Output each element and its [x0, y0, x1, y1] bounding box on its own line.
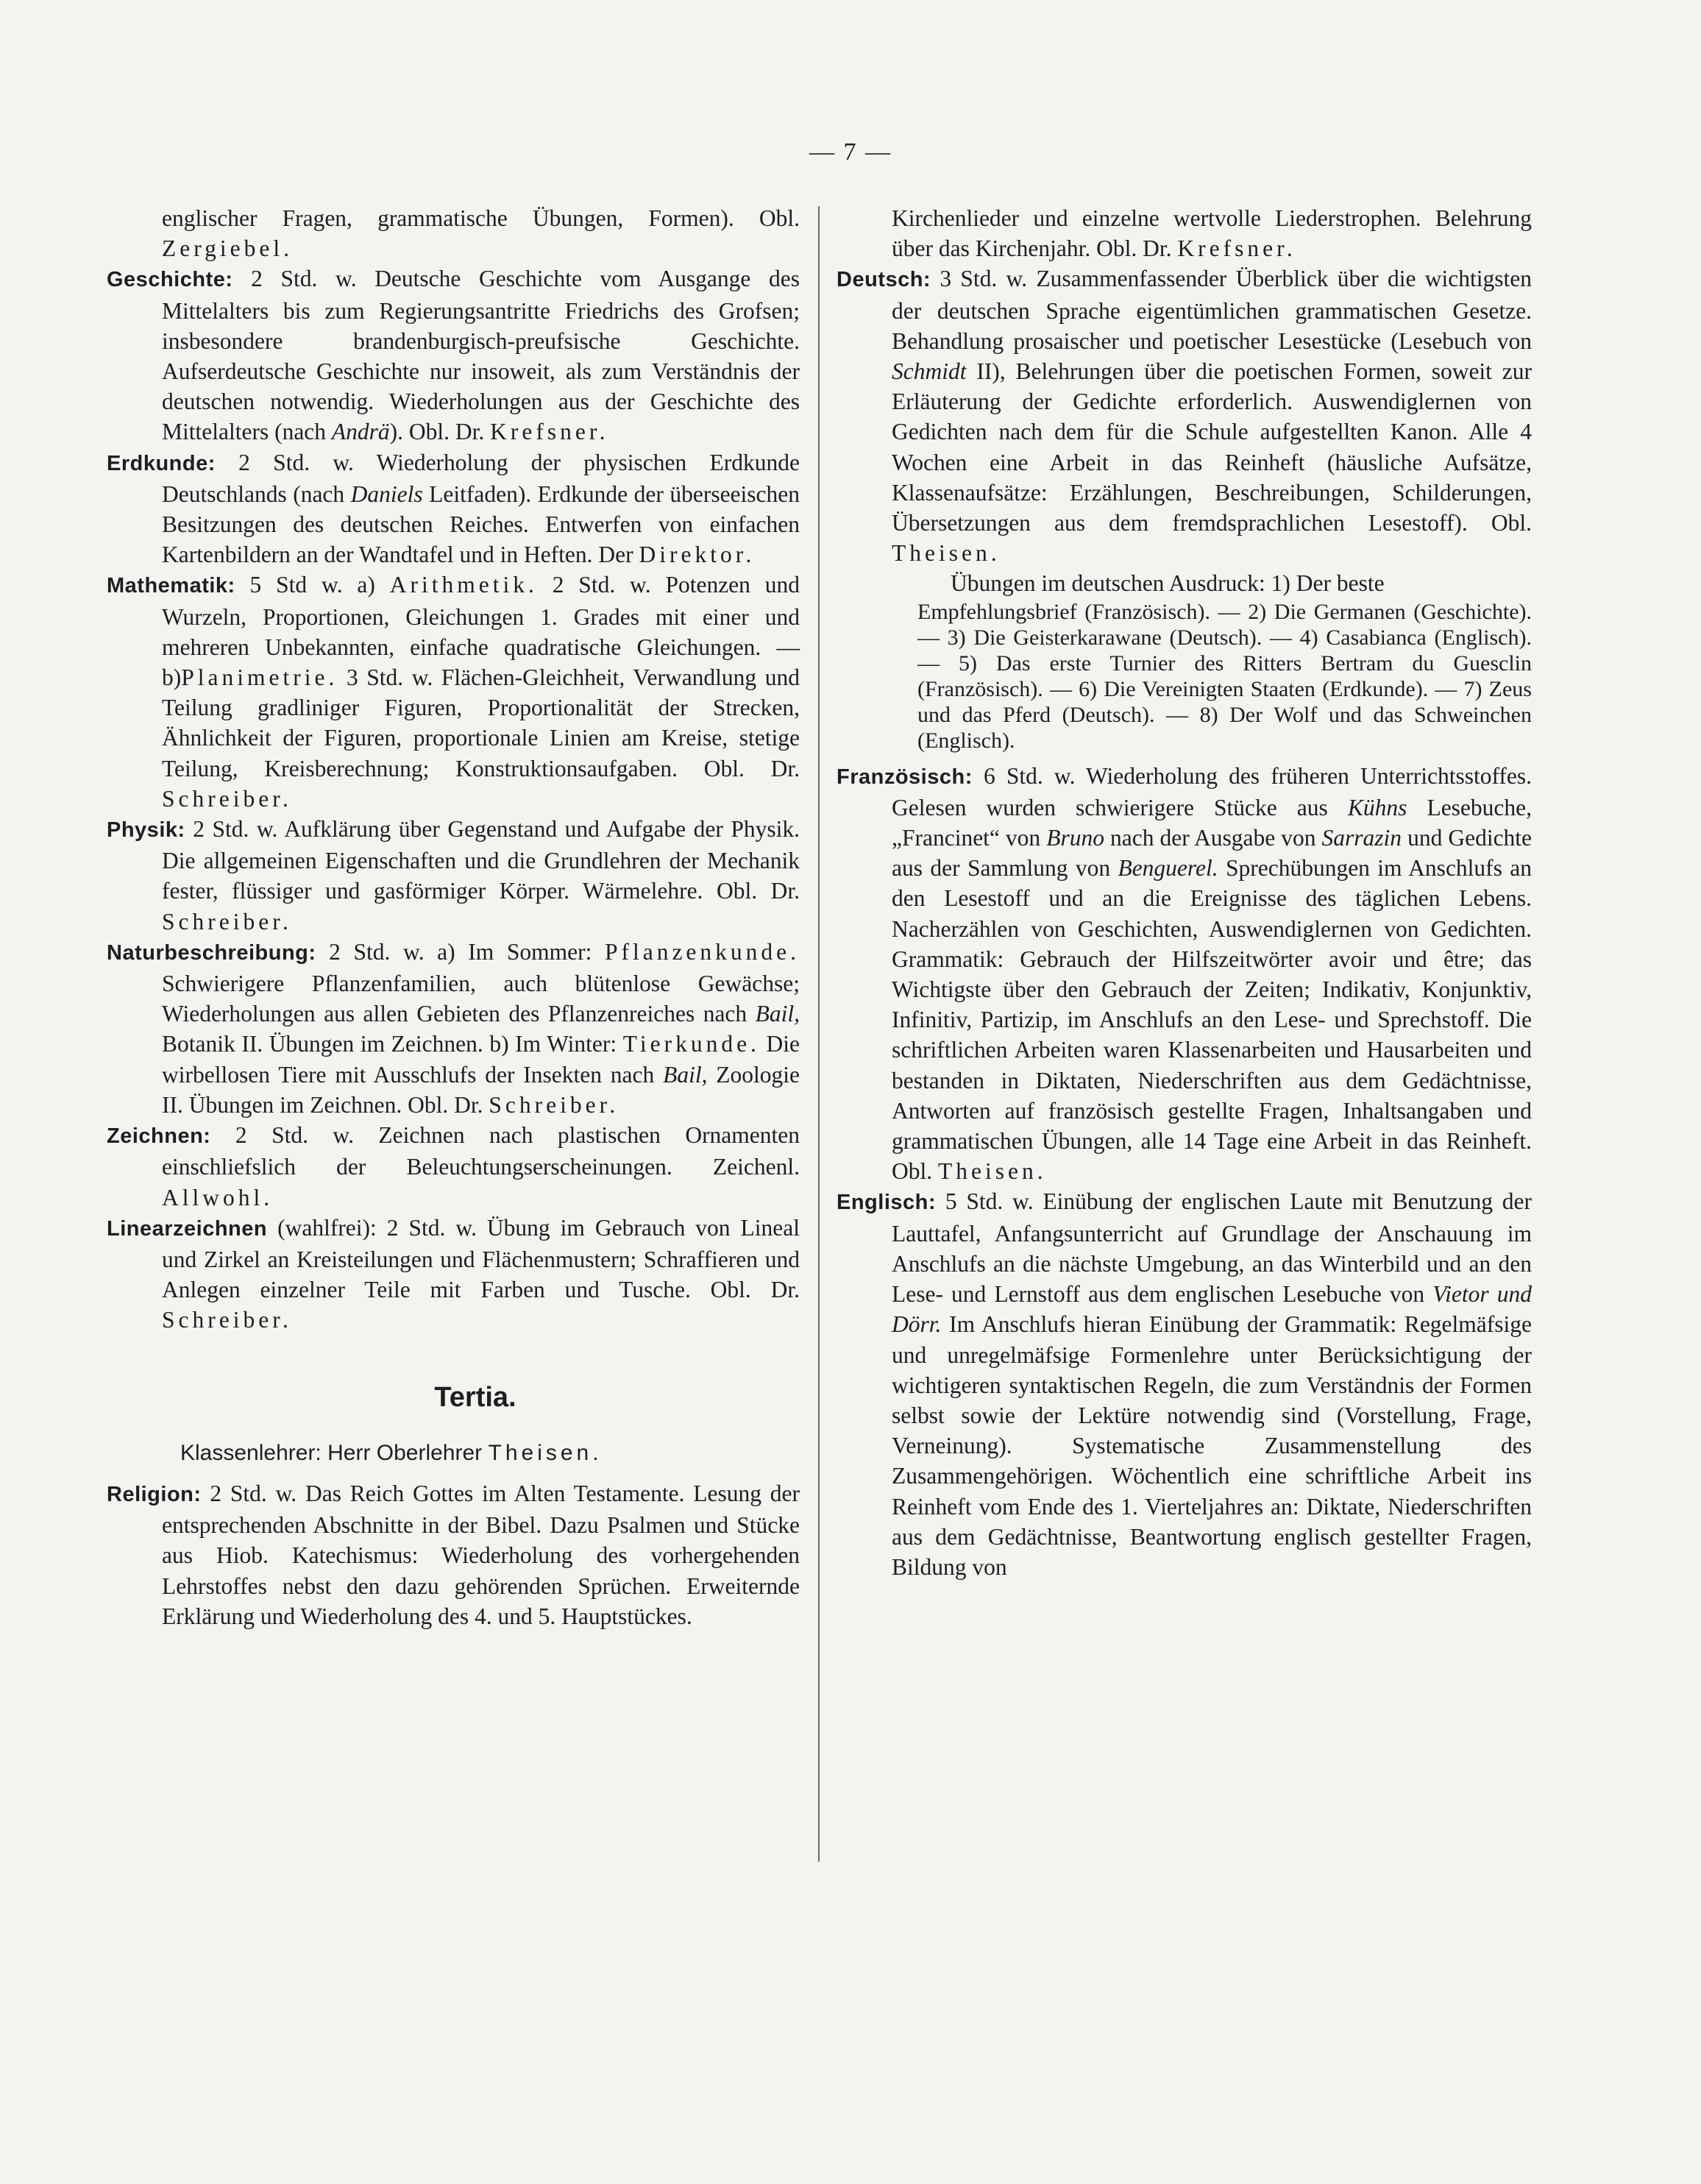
subject-heading: Erdkunde:	[107, 451, 216, 475]
subject-heading: Deutsch:	[837, 268, 931, 292]
subject-heading: Englisch:	[837, 1191, 937, 1215]
class-teacher-line: Klassenlehrer: Herr Oberlehrer Theisen.	[180, 1440, 603, 1465]
entry-naturbeschreibung: Naturbeschreibung: 2 Std. w. a) Im Sommer: Pflanzenkunde. Schwierigere Pflanzenfamilien, auch blütenlose Gewächse; Wiederholungen aus allen Gebieten des Pflanzenreiches nach Bail, Botanik II. Übungen im Zeichnen. b) Im Winter: Tierkunde. Die wirbellosen Tiere mit Ausschlufs der Insekten nach Bail, Zoologie II. Übungen im Zeichnen. Obl. Dr. Schreiber.	[107, 938, 800, 1118]
subject-heading: Linearzeichnen	[107, 1216, 268, 1241]
subject-heading: Naturbeschreibung:	[107, 940, 316, 965]
subject-heading: Physik:	[107, 818, 185, 843]
subject-heading: Religion:	[107, 1482, 202, 1506]
entry-mathematik: Mathematik: 5 Std w. a) Arithmetik. 2 Std. w. Potenzen und Wurzeln, Proportionen, Gleichungen 1. Grades mit einer und mehreren Unbekannten, einfache quadratische Gleichungen. — b)Planimetrie. 3 Std. w. Flächen-Gleichheit, Verwandlung und Teilung gradliniger Figuren, Proportionalität der Strecken, Ähnlichkeit der Figuren, proportionale Linien am Kreise, stetige Teilung, Kreisberechnung; Konstruktionsaufgaben. Obl. Dr. Schreiber.	[107, 572, 800, 812]
entry-religion: Religion: 2 Std. w. Das Reich Gottes im Alten Testamente. Lesung der entsprechenden Abschnitte in der Bibel. Dazu Psalmen und Stücke aus Hiob. Katechismus: Wiederholung des vorhergehenden Lehrstoffes nebst den dazu gehörenden Sprüchen. Erweiternde Erklärung und Wiederholung des 4. und 5. Hauptstückes.	[107, 1480, 800, 1629]
entry-franzoesisch: Französisch: 6 Std. w. Wiederholung des früheren Unterrichtsstoffes. Gelesen wurden schwierigere Stücke aus Kühns Lesebuche, „Francinet“ von Bruno nach der Ausgabe von Sarrazin und Gedichte aus der Sammlung von Benguerel. Sprechübungen im Anschlufs an den Lesestoff und an die Ereignisse des täglichen Lebens. Nacherzählen von Geschichten, Auswendiglernen von Gedichten. Grammatik: Gebrauch der Hilfszeitwörter avoir und être; das Wichtigste über den Gebrauch der Zeiten; Indikativ, Konjunktiv, Infinitiv, Partizip, im Anschlufs an den Lese- und Sprechstoff. Die schriftlichen Arbeiten waren Klassenarbeiten und Hausarbeiten und bestanden in Diktaten, Niederschriften aus dem Gedächtnisse, Antworten auf französisch gestellte Fragen, Inhaltsangaben und grammatischen Übungen, alle 14 Tage eine Arbeit in das Reinheft. Obl. Theisen.	[837, 762, 1533, 1185]
entry-physik: Physik: 2 Std. w. Aufklärung über Gegenstand und Aufgabe der Physik. Die allgemeinen Eigenschaften und die Grundlehren der Mechanik fester, flüssiger und gasförmiger Körper. Wärmelehre. Obl. Dr. Schreiber.	[107, 816, 800, 935]
intro-continuation: Kirchenlieder und einzelne wertvolle Liederstrophen. Belehrung über das Kirchenjahr. Obl. Dr. Krefsner.	[892, 205, 1532, 262]
column-divider	[818, 206, 820, 1862]
page-number: — 7 —	[809, 138, 892, 166]
subject-heading: Mathematik:	[107, 574, 235, 598]
entry-erdkunde: Erdkunde: 2 Std. w. Wiederholung der physischen Erdkunde Deutschlands (nach Daniels Leitfaden). Erdkunde der überseeischen Besitzungen des deutschen Reiches. Entwerfen von einfachen Kartenbildern an der Wandtafel und in Heften. Der Direktor.	[107, 449, 800, 568]
section-title: Tertia.	[434, 1381, 516, 1413]
entry-zeichnen: Zeichnen: 2 Std. w. Zeichnen nach plastischen Ornamenten einschliefslich der Beleuchtungserscheinungen. Zeichenl. Allwohl.	[107, 1122, 800, 1210]
entry-englisch: Englisch: 5 Std. w. Einübung der englischen Laute mit Benutzung der Lauttafel, Anfangsunterricht auf Grundlage der Anschauung im Anschlufs an die nächste Umgebung, an das Winterbild und an den Lese- und Lernstoff aus dem englischen Lesebuche von Vietor und Dörr. Im Anschlufs hieran Einübung der Grammatik: Regelmäfsige und unregelmäfsige Formenlehre unter Berücksichtigung der wichtigeren syntaktischen Regeln, die zum Verständnis der Formen selbst sowie der Lektüre notwendig sind (Vorstellung, Frage, Verneinung). Systematische Zusammenstellung des Zusammengehörigen. Wöchentlich eine schriftliche Arbeit ins Reinheft vom Ende des 1. Vierteljahres an: Diktate, Niederschriften aus dem Gedächtnisse, Beantwortung englisch gestellter Fragen, Bildung von	[837, 1188, 1532, 1580]
subject-heading: Zeichnen:	[107, 1124, 211, 1149]
entry-linearzeichnen: Linearzeichnen (wahlfrei): 2 Std. w. Übung im Gebrauch von Lineal und Zirkel an Kreisteilungen und Flächenmustern; Schraffieren und Anlegen einzelner Teile mit Farben und Tusche. Obl. Dr. Schreiber.	[107, 1214, 800, 1333]
entry-geschichte: Geschichte: 2 Std. w. Deutsche Geschichte vom Ausgange des Mittelalters bis zum Regierungsantritte Friedrichs des Grofsen; insbesondere brandenburgisch-preufsische Geschichte. Aufserdeutsche Geschichte nur insoweit, als zum Verständnis der deutschen notwendig. Wiederholungen aus der Geschichte des Mittelalters (nach Andrä). Obl. Dr. Krefsner.	[107, 266, 800, 445]
uebungen-intro: Übungen im deutschen Ausdruck: 1) Der beste	[951, 570, 1385, 597]
intro-continuation: englischer Fragen, grammatische Übungen, Formen). Obl. Zergiebel.	[162, 205, 800, 262]
right-column	[837, 203, 1532, 1582]
subject-heading: Geschichte:	[107, 268, 233, 292]
left-column	[107, 203, 800, 1631]
subject-heading: Französisch:	[837, 765, 973, 789]
entry-deutsch: Deutsch: 3 Std. w. Zusammenfassender Überblick über die wichtigsten der deutschen Sprache eigentümlichen grammatischen Gesetze. Behandlung prosaischer und poetischer Lesestücke (Lesebuch von Schmidt II), Belehrungen über die poetischen Formen, soweit zur Erläuterung der Gedichte erforderlich. Auswendiglernen von Gedichten nach dem für die Schule aufgestellten Kanon. Alle 4 Wochen eine Arbeit in das Reinheft (häusliche Aufsätze, Klassenaufsätze: Erzählungen, Beschreibungen, Schilderungen, Übersetzungen aus dem fremdsprachlichen Lesestoff). Obl. Theisen.	[837, 266, 1533, 567]
uebungen-list: Empfehlungsbrief (Französisch). — 2) Die Germanen (Geschichte). — 3) Die Geisterkarawane (Deutsch). — 4) Casabianca (Englisch). — 5) Das erste Turnier des Ritters Bertram du Guesclin (Französisch). — 6) Die Vereinigten Staaten (Erdkunde). — 7) Zeus und das Pferd (Deutsch). — 8) Der Wolf und das Schweinchen (Englisch).	[917, 599, 1532, 753]
